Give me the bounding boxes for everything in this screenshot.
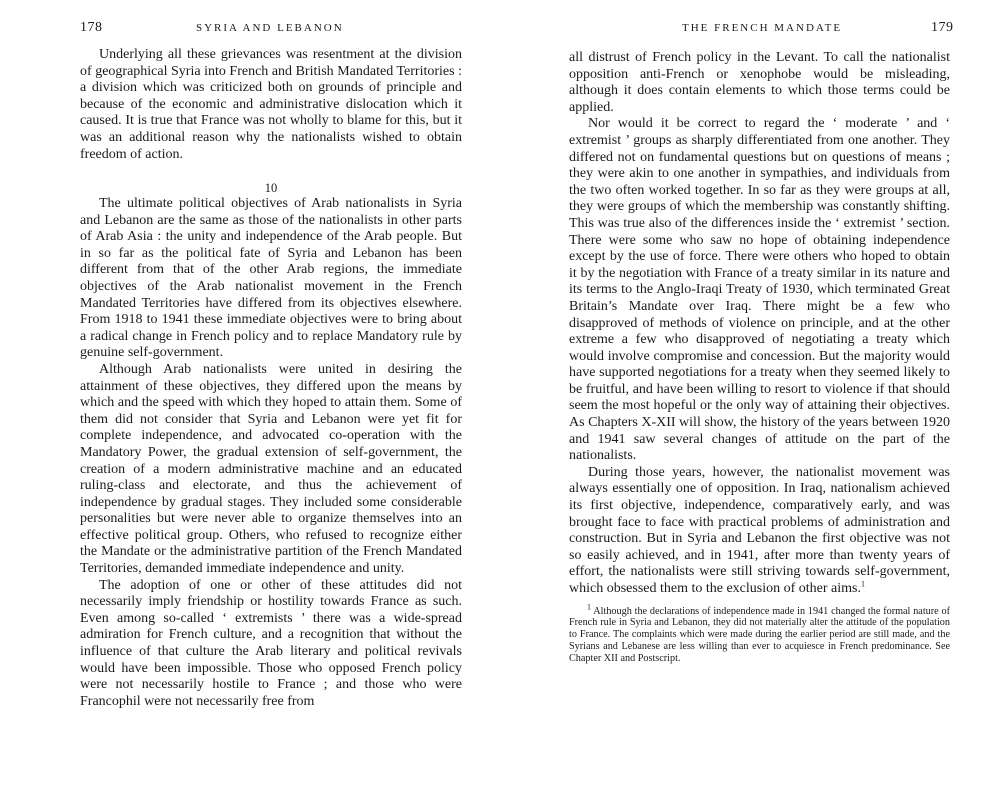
footnote-text: Although the declarations of independence made in 1941 changed the formal nature of French rule in Syria and Lebanon, they did not materially alter the attitude of the population to France. The complaints which were made during the earlier period are still made, and the Syrians and Lebanese are less willing than ever to acquiesce in French predominance. See Chapter XII and Postscript. [569,605,951,664]
running-head: SYRIA AND LEBANON [196,22,344,34]
paragraph: The ultimate political objectives of Arab nationalists in Syria and Lebanon are the same as those of the nationalists in other parts of Arab Asia : the unity and independence of the Arab people. But in so far as the political fate of Syria and Lebanon has been different from that of the other Arab regions, the immediate objectives of the Arab nationalist movement in the French Mandated Territories have differed from its objectives elsewhere. From 1918 to 1941 these immediate objectives were to bring about a radical change in French policy and to replace Mandatory rule by genuine self-government. [80,196,462,361]
footnote-reference: 1 [861,579,865,589]
right-page [499,0,998,795]
paragraph: Although Arab nationalists were united in desiring the attainment of these objectives, they differed upon the means by which and the speed with which they hoped to attain them. Some of them did not consider that Syria and Lebanon were yet fit for complete independence, and advocated co-operation with the Mandatory Power, the gradual extension of self-government, the creation of a modern administrative machine and an educated ruling-class and electorate, and thus the achievement of independence by gradual stages. They included some considerable personalities but were never able to organize themselves into an effective political group. Others, who refused to recognize either the Mandate or the administrative partition of the French Mandated Territories, demanded immediate independence and unity. [80,361,462,577]
page-number: 178 [80,20,103,35]
paragraph-text: During those years, however, the nationalist movement was always essentially one of opposition. In Iraq, nationalism achieved its first objective, independence, comparatively early, and was brought face to face with practical problems of administration and construction. But in Syria and Lebanon the first objective was not so easily achieved, and in 1941, after more than twenty years of effort, the nationalists were still striving towards self-government, which obsessed them to the exclusion of other aims. [569,464,950,596]
text-block [80,47,462,163]
text-block [569,50,950,665]
running-head: THE FRENCH MANDATE [682,22,843,34]
paragraph: Underlying all these grievances was resentment at the division of geographical Syria into French and British Mandated Territories : a division which was criticized both on grounds of principle and because of the economic and administrative dislocation which it caused. It is true that France was not wholly to blame for this, but it was an additional reason why the nationalists wished to obtain freedom of action. [80,47,462,162]
footnote-marker: 1 [587,602,591,612]
footnote [569,602,951,665]
paragraph: The adoption of one or other of these attitudes did not necessarily imply friendship or hostility towards France as such. Even among so-called ‘ extremists ’ there was a wide-spread admiration for French culture, and a recognition that without the influence of that culture the Arab literary and political revivals would have been impossible. Those who opposed French policy were not necessarily hostile to France ; and those who were Francophil were not necessarily free from [80,577,462,709]
text-block [80,180,462,710]
paragraph [569,465,950,598]
page-number: 179 [931,20,954,35]
paragraph: all distrust of French policy in the Levant. To call the nationalist opposition anti-French or xenophobe would be misleading, although it does contain elements to which those terms could be applied. [569,50,950,115]
section-number: 10 [264,181,278,195]
paragraph: Nor would it be correct to regard the ‘ moderate ’ and ‘ extremist ’ groups as sharply differentiated from one another. They differed not on fundamental questions but on questions of means ; they were akin to one another in sympathies, and individuals from the two often worked together. In so far as they were groups at all, they were groups of which the membership was constantly shifting. This was true also of the differences inside the ‘ extremist ’ section. There were some who saw no hope of obtaining independence except by the use of force. There were others who hoped to obtain it by the negotiation with France of a treaty similar in its nature and its terms to the Anglo-Iraqi Treaty of 1930, which terminated Great Britain’s Mandate over Iraq. There might be a few who disapproved of methods of violence on principle, and at the other extreme a few who disapproved of negotiating a treaty which would involve compromise and concession. But the majority would have supported negotiations for a treaty when they seemed likely to be fruitful, and have been willing to resort to violence if that should seem the most hopeful or the only way of attaining their objectives. As Chapters X-XII will show, the history of the years between 1920 and 1941 saw several changes of attitude on the part of the nationalists. [569,116,950,464]
